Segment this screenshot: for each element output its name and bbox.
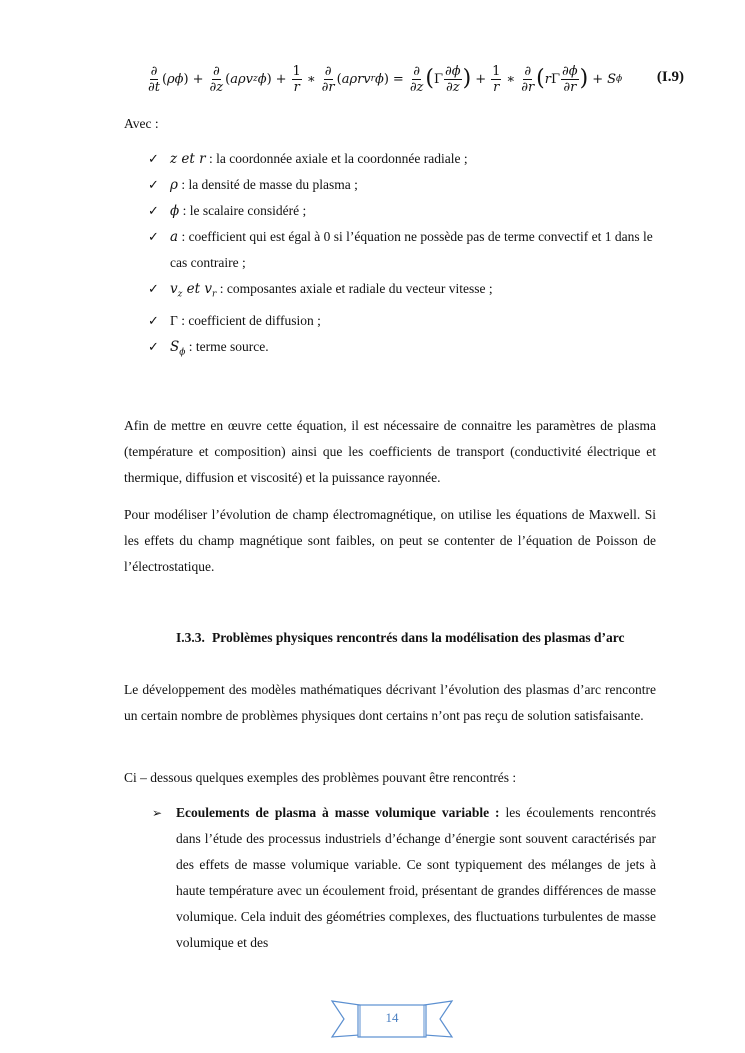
section-number: I.3.3. xyxy=(176,630,205,645)
bullet-item-ecoulements xyxy=(152,800,656,956)
checkmark-icon: ✓ xyxy=(148,338,159,354)
definition-list xyxy=(148,146,658,365)
arrow-bullet-icon: ➢ xyxy=(152,806,163,820)
list-item: ✓ a : coefficient qui est égal à 0 si l’équation ne possède pas de terme convectif et 1 dans le cas contraire ; xyxy=(148,224,658,276)
bullet-text: les écoulements rencontrés dans l’étude des processus industriels d’échange d’énergie sont souvent caractérisés par des effets de masse volumique variable. Ce sont typiquement des mélanges de jets à haute température avec un écoulement froid, présentant de grandes différences de masse volumique. Cela induit des géométries complexes, des fluctuations turbulentes de masse volumique et des xyxy=(176,805,656,950)
equation-number: (I.9) xyxy=(656,69,684,85)
bullet-lead: Ecoulements de plasma à masse volumique variable : xyxy=(176,805,500,820)
paragraph-examples-intro: Ci – dessous quelques exemples des problèmes pouvant être rencontrés : xyxy=(124,770,517,785)
list-item: ✓ Γ : coefficient de diffusion ; xyxy=(148,308,658,334)
section-heading xyxy=(176,625,656,651)
paragraph-development: Le développement des modèles mathématiques décrivant l’évolution des plasmas d’arc rencontre un certain nombre de problèmes physiques dont certains n’ont pas reçu de solution satisfaisante. xyxy=(124,682,656,723)
list-item: ✓ z et r : la coordonnée axiale et la coordonnée radiale ; xyxy=(148,146,658,172)
equation-i9 xyxy=(138,56,698,102)
checkmark-icon: ✓ xyxy=(148,229,159,244)
equation-body: $\frac{\partial}{\partial t}$ ( ρϕ ) + $\frac{\partial}{\partial z}$ ( aρv z ϕ ) + $\frac{1}{r}$ ∗ $\frac{\partial}{\partial r}$ ( aρrv r ϕ ) = $\frac{\partial}{\partial z}$ ( Γ $\frac{\partial\phi}{\partial z}$ ) + $\frac{1}{r}$ ∗ $\frac{\partial}{\partial r}$ ( r Γ $\frac{\partial\phi}{\partial r}$ ) + S ϕ xyxy=(148,63,623,95)
checkmark-icon: ✓ xyxy=(148,203,159,218)
checkmark-icon: ✓ xyxy=(148,281,159,296)
section-title: Problèmes physiques rencontrés dans la modélisation des plasmas d’arc xyxy=(212,630,625,645)
paragraph-transport: Afin de mettre en œuvre cette équation, il est nécessaire de connaitre les paramètres de plasma (température et composition) ainsi que les coefficients de transport (conductivité électrique et thermique, diffusion et viscosité) et la puissance rayonnée. xyxy=(124,418,656,485)
checkmark-icon: ✓ xyxy=(148,151,159,166)
avec-label: Avec : xyxy=(124,116,159,131)
checkmark-icon: ✓ xyxy=(148,177,159,192)
page-footer xyxy=(330,997,454,1041)
page-number: 14 xyxy=(385,1010,399,1025)
list-item: ✓ ρ : la densité de masse du plasma ; xyxy=(148,172,658,198)
list-item: ✓ $v_z$ et $v_r$ : composantes axiale et radiale du vecteur vitesse ; xyxy=(148,276,658,308)
list-item: ✓ ϕ : le scalaire considéré ; xyxy=(148,198,658,224)
checkmark-icon: ✓ xyxy=(148,312,159,328)
paragraph-maxwell: Pour modéliser l’évolution de champ électromagnétique, on utilise les équations de Maxwell. Si les effets du champ magnétique sont faibles, on peut se contenter de l’équation de Poisson de l’électrostatique. xyxy=(124,507,656,574)
list-item: ✓ $S_\phi$ : terme source. xyxy=(148,334,658,366)
